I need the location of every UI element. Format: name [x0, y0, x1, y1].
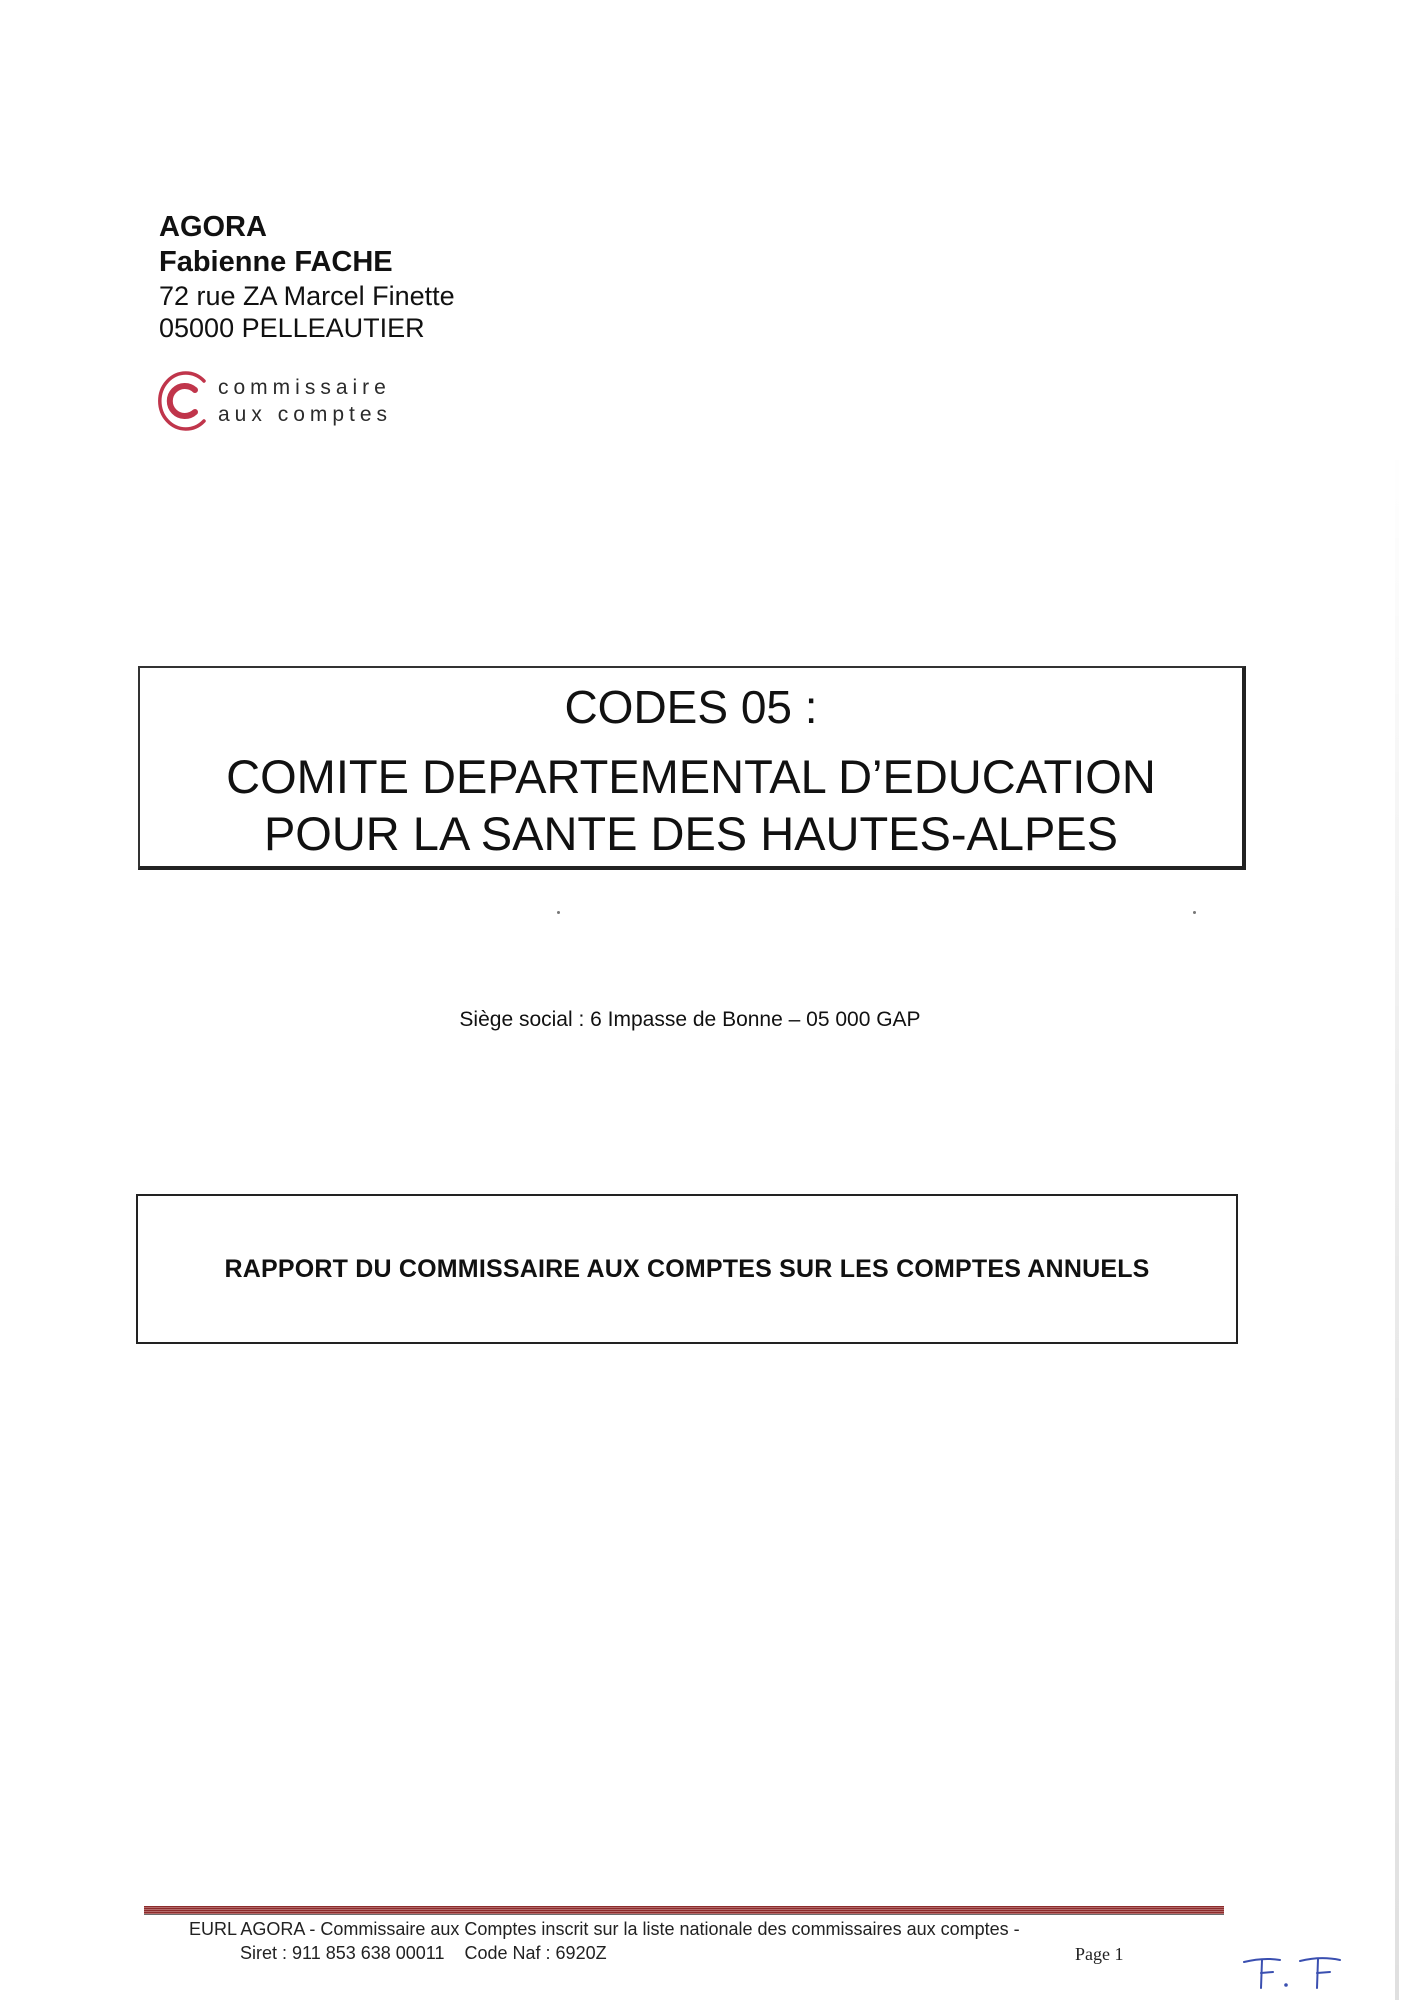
- sender-address-block: [159, 210, 455, 344]
- footer-registration: EURL AGORA - Commissaire aux Comptes inscrit sur la liste nationale des commissaires aux comptes -: [189, 1919, 1020, 1939]
- sender-city: 05000 PELLEAUTIER: [159, 312, 425, 343]
- entity-name-line-2: POUR LA SANTE DES HAUTES-ALPES: [263, 806, 1119, 860]
- footer-naf: Code Naf : 6920Z: [464, 1943, 607, 1963]
- footer-identifiers: [240, 1943, 607, 1964]
- scan-speck: [1193, 911, 1196, 914]
- entity-code: CODES 05 :: [564, 681, 818, 733]
- report-title: RAPPORT DU COMMISSAIRE AUX COMPTES SUR LES COMPTES ANNUELS: [224, 1254, 1150, 1283]
- handwritten-initials-icon: [1236, 1954, 1346, 1994]
- cac-c-logo-icon: [156, 368, 212, 434]
- sender-organization: AGORA: [159, 211, 267, 243]
- cac-logo: [156, 368, 392, 434]
- sender-person: Fabienne FACHE: [159, 245, 393, 278]
- entity-name: [140, 749, 1242, 862]
- cac-logo-line-2: aux comptes: [218, 403, 393, 426]
- sender-street: 72 rue ZA Marcel Finette: [159, 280, 455, 311]
- entity-name-line-1: COMITE DEPARTEMENTAL D’EDUCATION: [226, 750, 1156, 804]
- report-title-box: [136, 1194, 1238, 1344]
- footer-siret: Siret : 911 853 638 00011: [240, 1943, 445, 1963]
- entity-title-box: [138, 666, 1246, 870]
- scan-speck: [557, 911, 560, 914]
- cac-logo-line-1: commissaire: [218, 375, 391, 399]
- page-number: Page 1: [1075, 1944, 1124, 1964]
- registered-office: Siège social : 6 Impasse de Bonne – 05 000 GAP: [459, 1008, 921, 1031]
- scan-page-edge: [1395, 440, 1399, 2000]
- cac-logo-text: [218, 374, 392, 429]
- footer-rule: [144, 1906, 1224, 1914]
